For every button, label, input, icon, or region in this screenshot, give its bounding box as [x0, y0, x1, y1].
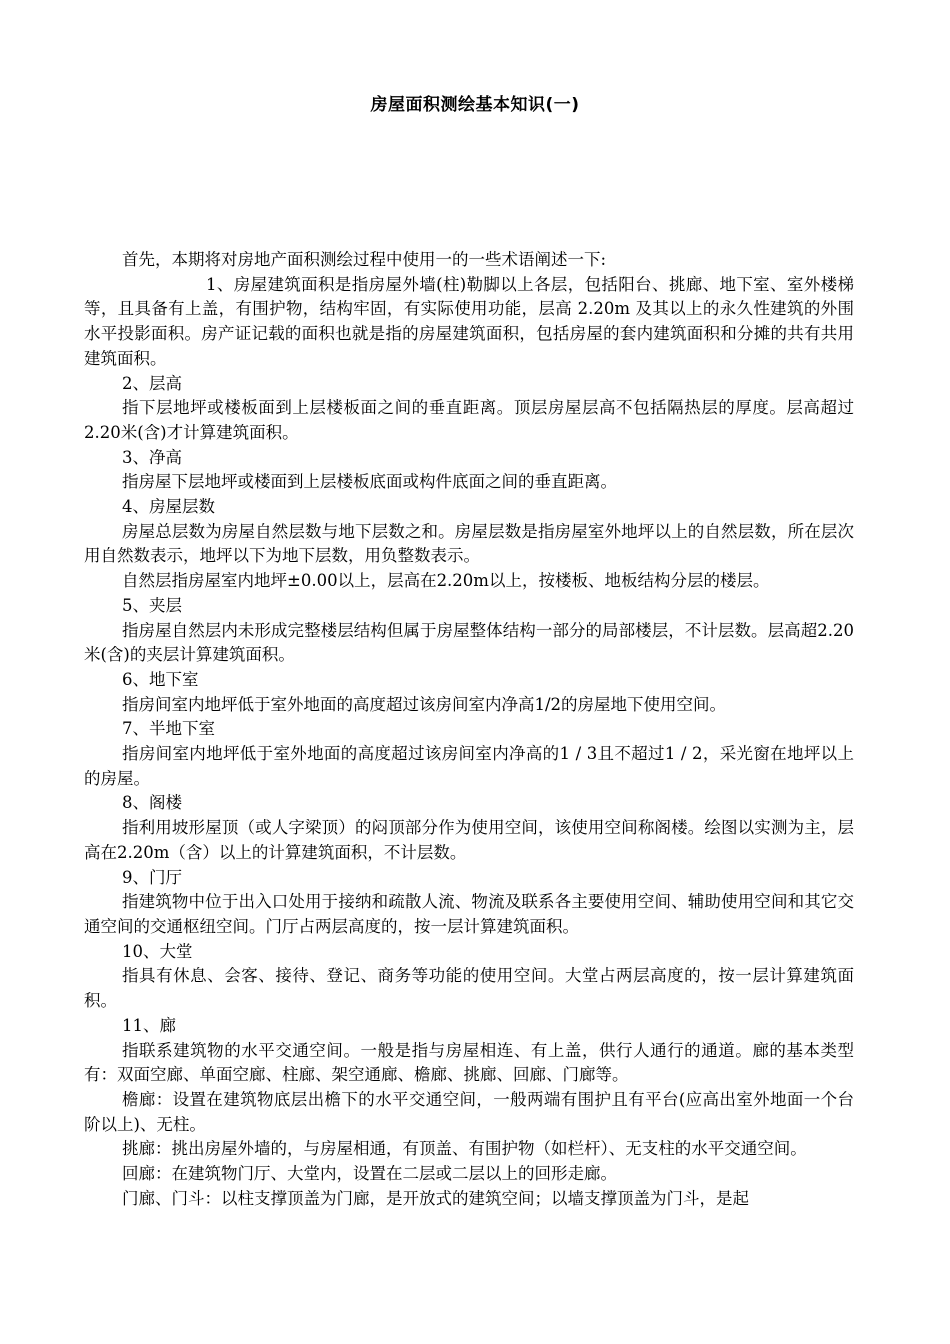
term-5-body: 指房屋自然层内未形成完整楼层结构但属于房屋整体结构一部分的局部楼层，不计层数。层高超2.20米(含)的夹层计算建筑面积。 [84, 620, 854, 665]
term-8-heading: 8、阁楼 [122, 793, 182, 813]
term-5-heading: 5、夹层 [122, 595, 182, 615]
term-10-heading: 10、大堂 [122, 941, 193, 961]
term-2-heading: 2、层高 [122, 373, 182, 393]
term-11-gallery: 回廊：在建筑物门厅、大堂内，设置在二层或二层以上的回形走廊。 [122, 1164, 617, 1184]
term-3-heading: 3、净高 [122, 447, 182, 467]
term-4-heading: 4、房屋层数 [122, 497, 215, 517]
term-1-building-area: 1、房屋建筑面积是指房屋外墙(柱)勒脚以上各层，包括阳台、挑廊、地下室、室外楼梯等，且具备有上盖，有围护物，结构牢固，有实际使用功能，层高 2.20m 及其以上的永久性建筑的外围水平投影面积。房产证记载的面积也就是指的房屋建筑面积，包括房屋的套内建筑面积和分摊的共有共用建筑面积。 [84, 274, 854, 368]
term-9-body: 指建筑物中位于出入口处用于接纳和疏散人流、物流及联系各主要使用空间、辅助使用空间和其它交通空间的交通枢纽空间。门厅占两层高度的，按一层计算建筑面积。 [84, 892, 854, 936]
intro-paragraph: 首先，本期将对房地产面积测绘过程中使用一的一些术语阐述一下: [122, 250, 607, 269]
term-8-body: 指利用坡形屋顶（或人字梁顶）的闷顶部分作为使用空间，该使用空间称阁楼。绘图以实测为主，层高在2.20m（含）以上的计算建筑面积，不计层数。 [84, 818, 854, 862]
term-6-body: 指房间室内地坪低于室外地面的高度超过该房间室内净高1/2的房屋地下使用空间。 [122, 694, 727, 714]
term-7-heading: 7、半地下室 [122, 719, 215, 739]
term-4-body: 房屋总层数为房屋自然层数与地下层数之和。房屋层数是指房屋室外地坪以上的自然层数，所在层次用自然数表示，地坪以下为地下层数，用负整数表示。 [84, 521, 854, 566]
term-3-body: 指房屋下层地坪或楼面到上层楼板底面或构件底面之间的垂直距离。 [122, 472, 617, 492]
term-11-heading: 11、廊 [122, 1015, 176, 1035]
term-9-heading: 9、门厅 [122, 867, 182, 887]
term-10-body: 指具有休息、会客、接待、登记、商务等功能的使用空间。大堂占两层高度的，按一层计算建筑面积。 [84, 966, 854, 1011]
term-11-eaves-corridor: 檐廊：设置在建筑物底层出檐下的水平交通空间，一般两端有围护且有平台(应高出室外地面一个台阶以上)、无柱。 [84, 1089, 854, 1134]
document-title: 房屋面积测绘基本知识(一) [370, 95, 580, 115]
term-11-body: 指联系建筑物的水平交通空间。一般是指与房屋相连、有上盖，供行人通行的通道。廊的基本类型有：双面空廊、单面空廊、柱廊、架空通廊、檐廊、挑廊、回廊、门廊等。 [84, 1040, 854, 1085]
term-4-body-2: 自然层指房屋室内地坪±0.00以上，层高在2.20m以上，按楼板、地板结构分层的楼层。 [122, 571, 770, 591]
term-2-body: 指下层地坪或楼板面到上层楼板面之间的垂直距离。顶层房屋层高不包括隔热层的厚度。层高超过2.20米(含)才计算建筑面积。 [84, 398, 854, 442]
term-7-body: 指房间室内地坪低于室外地面的高度超过该房间室内净高的1 / 3且不超过1 / 2，采光窗在地坪以上的房屋。 [84, 744, 854, 788]
term-11-porch: 门廊、门斗：以柱支撑顶盖为门廊，是开放式的建筑空间；以墙支撑顶盖为门斗，是起 [122, 1188, 749, 1208]
document-body [84, 248, 854, 1211]
term-11-cantilever-corridor: 挑廊：挑出房屋外墙的，与房屋相通，有顶盖、有围护物（如栏杆）、无支柱的水平交通空间。 [122, 1139, 807, 1159]
term-6-heading: 6、地下室 [122, 669, 199, 689]
